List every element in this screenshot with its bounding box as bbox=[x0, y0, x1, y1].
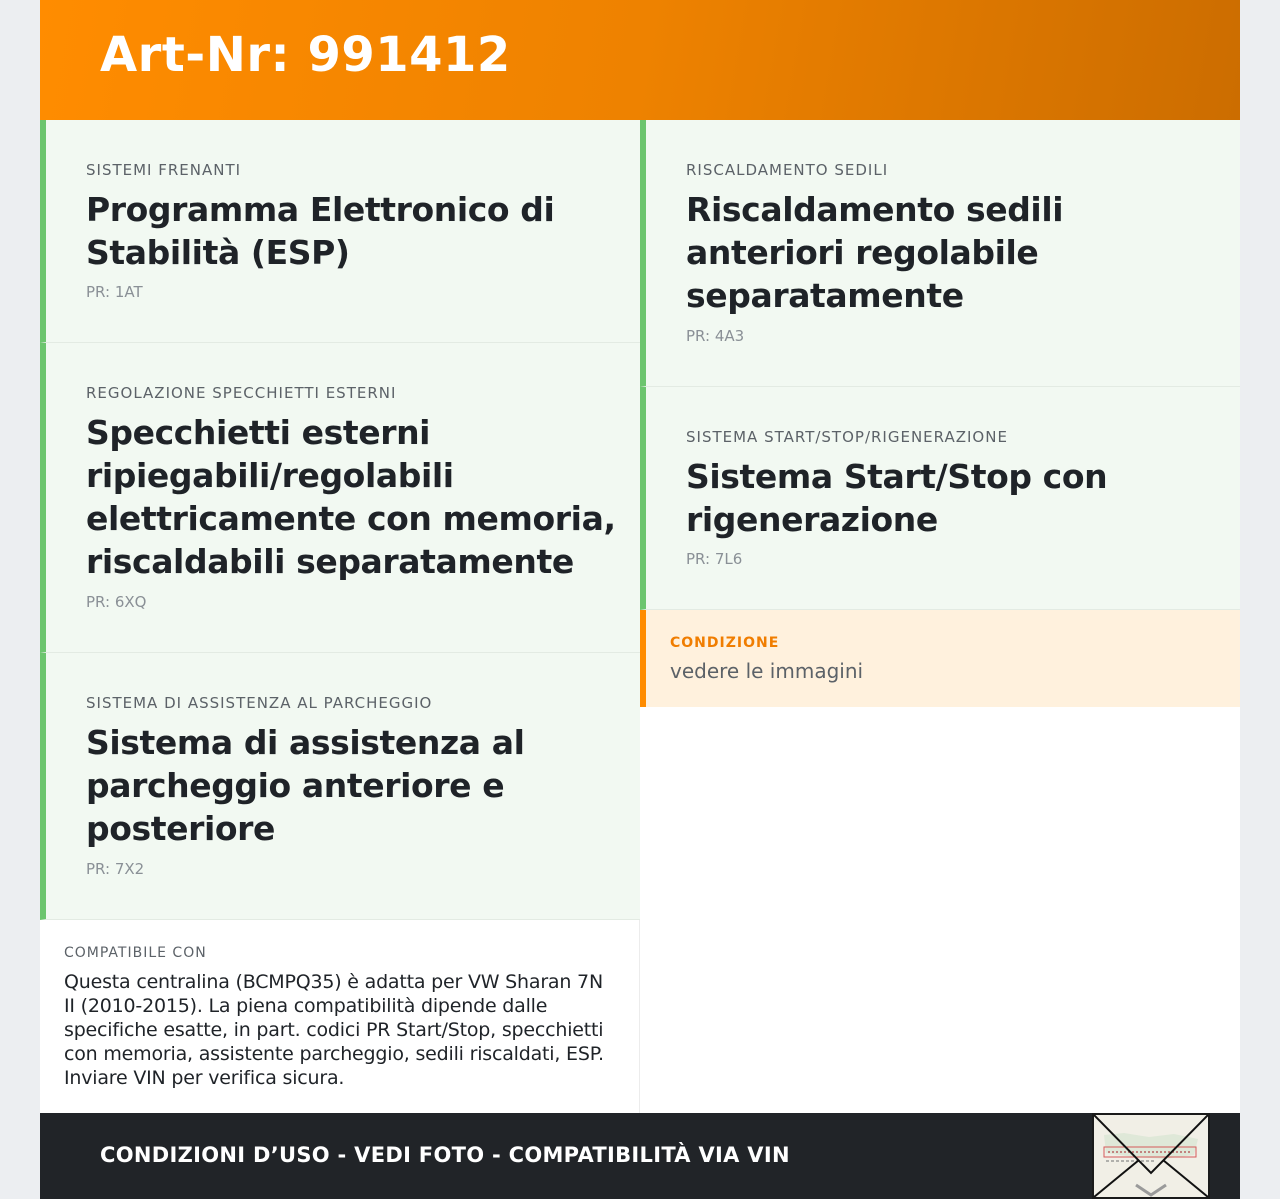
compatibility-text: Questa centralina (BCMPQ35) è adatta per VW Sharan 7N II (2010-2015). La piena compatibilità dipende dalle specifiche esatte, in part. codici PR Start/Stop, specchietti con memoria, assistente parcheggio, sedili riscaldati, ESP. Inviare VIN per verifica sicura. bbox=[64, 971, 604, 1089]
feature-category: RISCALDAMENTO SEDILI bbox=[686, 161, 889, 179]
footer-text: CONDIZIONI D’USO - VEDI FOTO - COMPATIBILITÀ VIA VIN bbox=[100, 1143, 790, 1167]
feature-title: Sistema Start/Stop con rigenerazione bbox=[686, 457, 1108, 539]
feature-title: Specchietti esterni ripiegabili/regolabili elettricamente con memoria, riscaldabili separatamente bbox=[86, 413, 616, 581]
compatibility-section bbox=[40, 920, 640, 1113]
feature-category: SISTEMA START/STOP/RIGENERAZIONE bbox=[686, 428, 1008, 446]
feature-category: SISTEMA DI ASSISTENZA AL PARCHEGGIO bbox=[86, 694, 433, 712]
feature-title: Sistema di assistenza al parcheggio anteriore e posteriore bbox=[86, 723, 525, 848]
left-feature-column bbox=[40, 120, 640, 920]
feature-title: Riscaldamento sedili anteriori regolabile separatamente bbox=[686, 190, 1064, 315]
feature-pr-code: PR: 7L6 bbox=[686, 550, 743, 568]
feature-card-seat-heating bbox=[640, 120, 1240, 387]
page bbox=[40, 0, 1240, 1199]
condition-value: vedere le immagini bbox=[670, 659, 864, 683]
feature-card-esp bbox=[40, 120, 640, 343]
condition-box bbox=[640, 610, 1240, 707]
right-feature-column bbox=[640, 120, 1240, 610]
feature-pr-code: PR: 4A3 bbox=[686, 327, 745, 345]
feature-card-start-stop bbox=[640, 387, 1240, 610]
envelope-photo-thumbnail-icon bbox=[1094, 1115, 1208, 1197]
feature-pr-code: PR: 1AT bbox=[86, 283, 143, 301]
footer-bar bbox=[40, 1113, 1240, 1199]
feature-category: SISTEMI FRENANTI bbox=[86, 161, 242, 179]
feature-card-parking bbox=[40, 653, 640, 920]
feature-category: REGOLAZIONE SPECCHIETTI ESTERNI bbox=[86, 384, 397, 402]
feature-title: Programma Elettronico di Stabilità (ESP) bbox=[86, 190, 555, 272]
feature-pr-code: PR: 7X2 bbox=[86, 860, 145, 878]
compatibility-label: COMPATIBILE CON bbox=[64, 945, 207, 961]
feature-pr-code: PR: 6XQ bbox=[86, 593, 147, 611]
envelope-photo-thumbnail-icon[interactable] bbox=[1092, 1113, 1210, 1199]
article-number-title: Art-Nr: 991412 bbox=[100, 27, 511, 83]
header-banner bbox=[40, 0, 1240, 120]
feature-card-mirrors bbox=[40, 343, 640, 653]
condition-label: CONDIZIONE bbox=[670, 635, 780, 651]
